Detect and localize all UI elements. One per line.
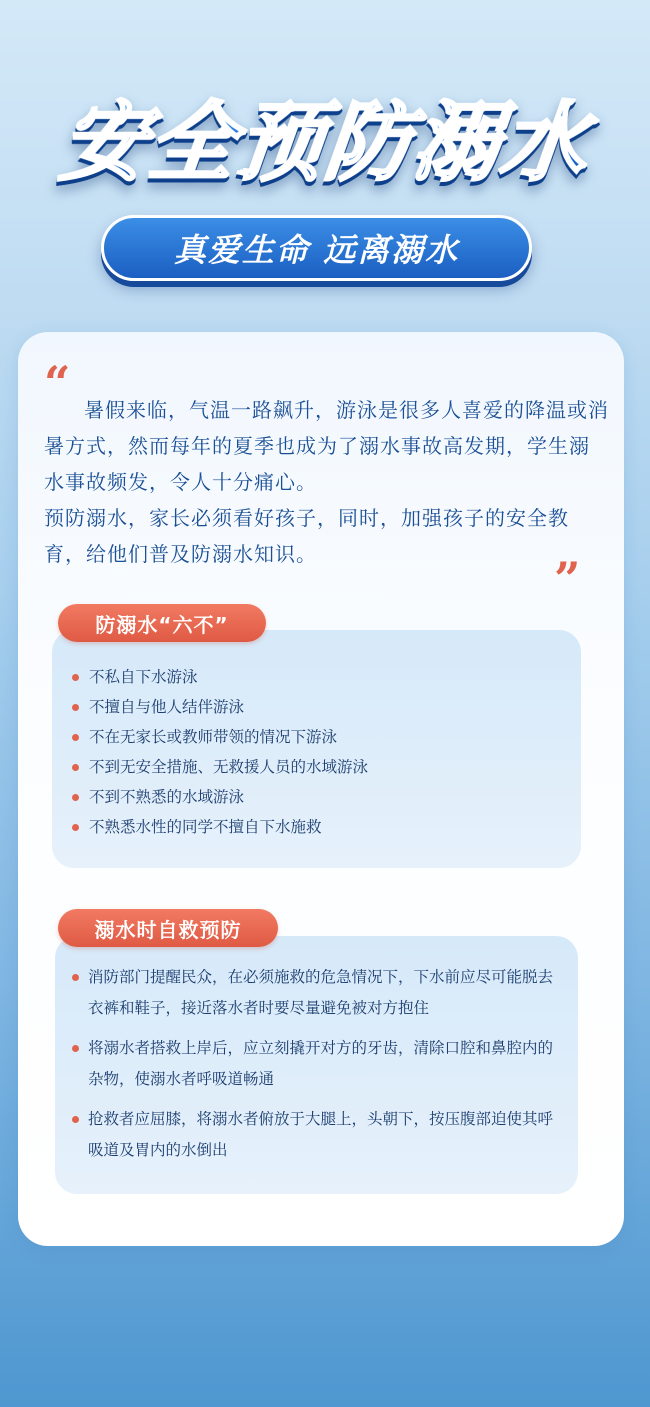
bullet-icon xyxy=(72,974,79,981)
bullet-icon xyxy=(72,794,79,801)
bullet-icon xyxy=(72,824,79,831)
list-item: 不熟悉水性的同学不擅自下水施救 xyxy=(72,814,572,844)
bullet-icon xyxy=(72,734,79,741)
list-item: 不擅自与他人结伴游泳 xyxy=(72,694,572,724)
list-item: 将溺水者搭救上岸后，应立刻撬开对方的牙齿，清除口腔和鼻腔内的杂物，使溺水者呼吸道畅通 xyxy=(72,1033,562,1095)
subtitle-text: 真爱生命 远离溺水 xyxy=(173,231,460,269)
bullet-icon xyxy=(72,1116,79,1123)
page-title: 安全预防溺水 xyxy=(0,88,650,198)
open-quote-icon: “ xyxy=(44,356,71,410)
intro-paragraph-1: 暑假来临，气温一路飙升，游泳是很多人喜爱的降温或消暑方式，然而每年的夏季也成为了溺水事故高发期，学生溺水事故频发，令人十分痛心。 xyxy=(44,398,609,494)
bullet-icon xyxy=(72,674,79,681)
subtitle-banner xyxy=(101,215,532,281)
list-item: 不到无安全措施、无救援人员的水域游泳 xyxy=(72,754,572,784)
six-rules-list xyxy=(72,664,572,844)
bullet-icon xyxy=(72,704,79,711)
list-item: 不在无家长或教师带领的情况下游泳 xyxy=(72,724,572,754)
intro-paragraph-2: 预防溺水，家长必须看好孩子，同时，加强孩子的安全教育，给他们普及防溺水知识。 xyxy=(44,506,569,566)
list-item: 不到不熟悉的水域游泳 xyxy=(72,784,572,814)
self-rescue-tag: 溺水时自救预防 xyxy=(58,909,278,947)
self-rescue-list xyxy=(72,962,562,1175)
list-item: 抢救者应屈膝，将溺水者俯放于大腿上，头朝下，按压腹部迫使其呼吸道及胃内的水倒出 xyxy=(72,1104,562,1166)
bullet-icon xyxy=(72,764,79,771)
six-rules-tag: 防溺水“六不” xyxy=(58,604,266,642)
intro-text xyxy=(44,392,610,572)
list-item: 消防部门提醒民众，在必须施救的危急情况下，下水前应尽可能脱去衣裤和鞋子，接近落水者时要尽量避免被对方抱住 xyxy=(72,962,562,1024)
bullet-icon xyxy=(72,1045,79,1052)
close-quote-icon: ” xyxy=(554,552,581,606)
list-item: 不私自下水游泳 xyxy=(72,664,572,694)
